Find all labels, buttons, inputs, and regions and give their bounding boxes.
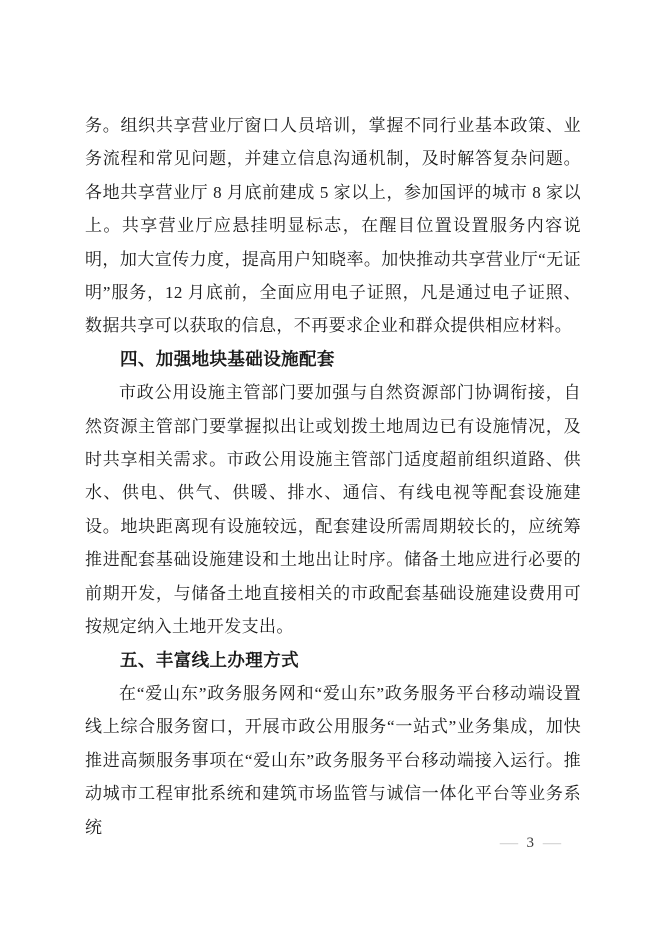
paragraph-section-5: 在“爱山东”政务服务网和“爱山东”政务服务平台移动端设置线上综合服务窗口，开展市政公用服务“一站式”业务集成，加快推进高频服务事项在“爱山东”政务服务平台移动端接入运行。推动城市工程审批系统和建筑市场监管与诚信一体化平台等业务系统 [85,683,581,837]
paragraph-section-4: 市政公用设施主管部门要加强与自然资源部门协调衔接，自然资源主管部门要掌握拟出让或划拨土地周边已有设施情况，及时共享相关需求。市政公用设施主管部门适度超前组织道路、供水、供电、供气、供暖、排水、通信、有线电视等配套设施建设。地块距离现有设施较远，配套建设所需周期较长的，应统筹推进配套基础设施建设和土地出让时序。储备土地应进行必要的前期开发，与储备土地直接相关的市政配套基础设施建设费用可按规定纳入土地开发支出。 [85,383,581,637]
footer-dash-left: — [499,835,518,851]
page-number: 3 [526,835,534,851]
section-heading-4: 四、加强地块基础设施配套 [120,348,335,369]
page-content [85,109,581,844]
section-heading-5: 五、丰富线上办理方式 [120,649,299,670]
footer-dash-right: — [542,835,562,851]
page-footer [499,835,562,852]
paragraph-continued: 务。组织共享营业厅窗口人员培训，掌握不同行业基本政策、业务流程和常见问题，并建立信息沟通机制，及时解答复杂问题。各地共享营业厅 8 月底前建成 5 家以上，参加国评的城市 8 家以上。共享营业厅应悬挂明显标志，在醒目位置设置服务内容说明，加大宣传力度，提高用户知晓率。加快推动共享营业厅“无证明”服务，12 月底前，全面应用电子证照，凡是通过电子证照、数据共享可以获取的信息，不再要求企业和群众提供相应材料。 [85,116,581,336]
